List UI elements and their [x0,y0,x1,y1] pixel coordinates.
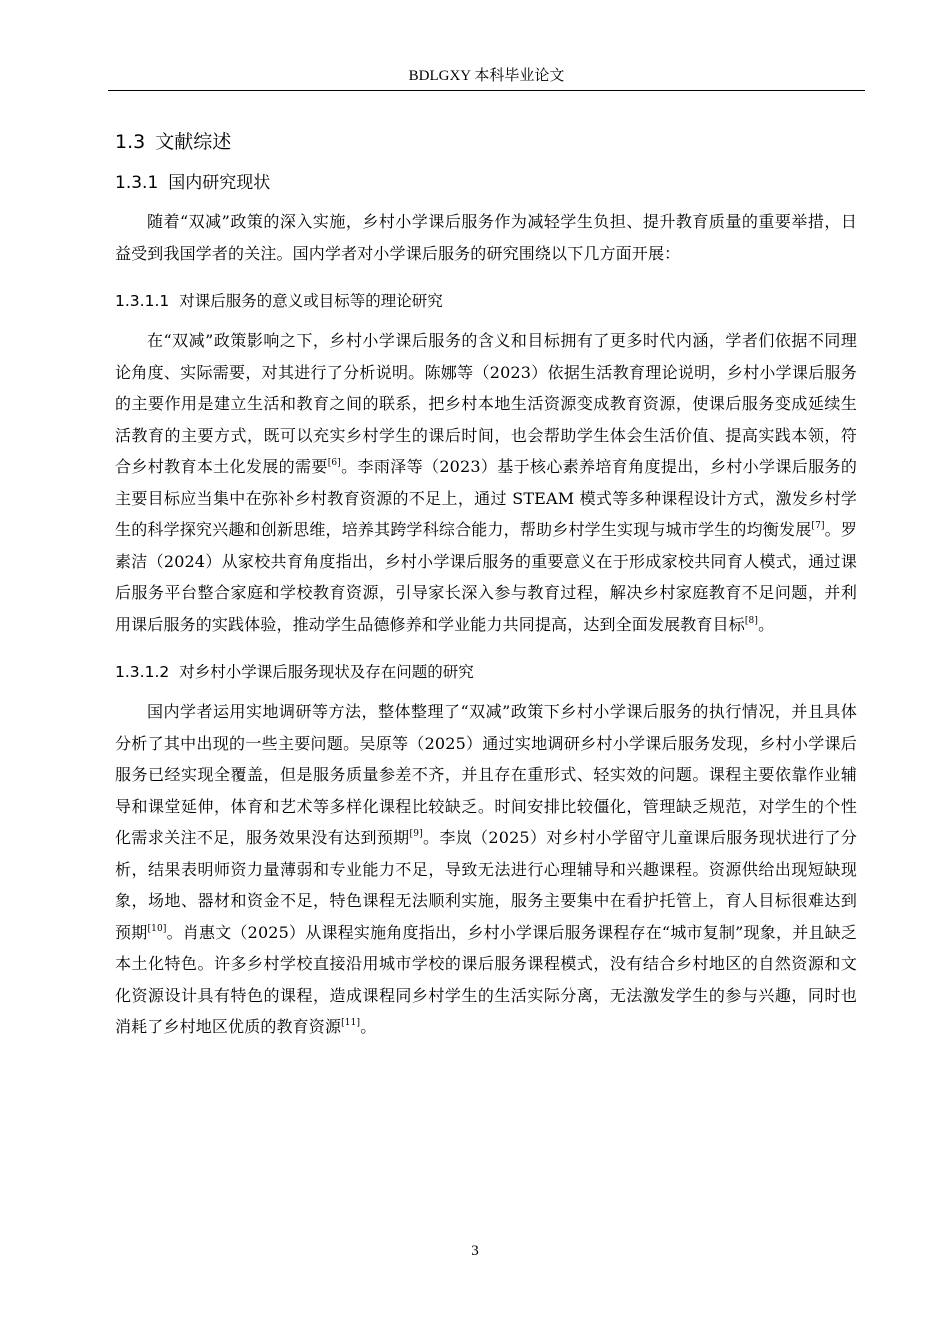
sub1-heading [115,289,857,313]
subsection-number: 1.3.1 [115,173,159,193]
citation-10: [10] [147,923,167,934]
header-rule [108,90,865,91]
sub1-text-2: 。李雨泽等（2023）基于核心素养培育角度提出，乡村小学课后服务的主要目标应当集中在弥补乡村教育资源的不足上，通过 STEAM 模式等多种课程设计方式，激发乡村学生的科学探究兴趣和创新思维，培养其跨学科综合能力，帮助乡村学生实现与城市学生的均衡发展 [115,457,858,539]
sub1-number: 1.3.1.1 [115,292,170,310]
sub2-paragraph [115,696,857,1043]
citation-7: [7] [811,521,825,531]
page-number: 3 [471,1243,479,1259]
subsection-heading [115,170,857,196]
citation-9: [9] [409,829,423,839]
sub1-text-3: 。罗素洁（2024）从家校共育角度指出，乡村小学课后服务的重要意义在于形成家校共同育人模式，通过课后服务平台整合家庭和学校教育资源，引导家长深入参与教育过程，解决乡村家庭教育不足问题，并利用课后服务的实践体验，推动学生品德修养和学业能力共同提高，达到全面发展教育目标 [115,520,857,634]
sub1-paragraph [115,325,857,640]
section-title: 文献综述 [155,131,232,153]
section-number: 1.3 [115,131,146,153]
citation-6: [6] [327,458,341,468]
sub2-heading [115,660,857,684]
page-content [115,128,857,1043]
sub2-text-3: 。肖惠文（2025）从课程实施角度指出，乡村小学课后服务课程存在“城市复制”现象，并且缺乏本土化特色。许多乡村学校直接沿用城市学校的课后服务课程模式，没有结合乡村地区的自然资源和文化资源设计具有特色的课程，造成课程同乡村学生的生活实际分离，无法激发学生的参与兴趣，同时也消耗了乡村地区优质的教育资源 [115,922,857,1036]
sub2-title: 对乡村小学课后服务现状及存在问题的研究 [179,663,474,681]
sub2-text-2: 。李岚（2025）对乡村小学留守儿童课后服务现状进行了分析，结果表明师资力量薄弱和专业能力不足，导致无法进行心理辅导和兴趣课程。资源供给出现短缺现象，场地、器材和资金不足，特色课程无法顺利实施，服务主要集中在看护托管上，育人目标很难达到预期 [115,828,858,942]
sub2-number: 1.3.1.2 [115,663,170,681]
subsection-title: 国内研究现状 [168,173,271,193]
sub1-title: 对课后服务的意义或目标等的理论研究 [179,292,443,310]
section-heading [115,128,857,156]
page-header: BDLGXY 本科毕业论文 [408,68,565,84]
sub2-text-1: 国内学者运用实地调研等方法，整体整理了“双减”政策下乡村小学课后服务的执行情况，并且具体分析了其中出现的一些主要问题。吴原等（2025）通过实地调研乡村小学课后服务发现，乡村小学课后服务已经实现全覆盖，但是服务质量参差不齐，并且存在重形式、轻实效的问题。课程主要依靠作业辅导和课堂延伸，体育和艺术等多样化课程比较缺乏。时间安排比较僵化，管理缺乏规范，对学生的个性化需求关注不足，服务效果没有达到预期 [115,702,857,847]
intro-paragraph: 随着“双减”政策的深入实施，乡村小学课后服务作为减轻学生负担、提升教育质量的重要举措，日益受到我国学者的关注。国内学者对小学课后服务的研究围绕以下几方面开展： [115,212,857,263]
sub1-text-4: 。 [758,614,775,634]
sub1-text-1: 在“双减”政策影响之下，乡村小学课后服务的含义和目标拥有了更多时代内涵，学者们依据不同理论角度、实际需要，对其进行了分析说明。陈娜等（2023）依据生活教育理论说明，乡村小学课后服务的主要作用是建立生活和教育之间的联系，把乡村本地生活资源变成教育资源，使课后服务变成延续生活教育的主要方式，既可以充实乡村学生的课后时间，也会帮助学生体会生活价值、提高实践本领，符合乡村教育本土化发展的需要 [115,331,857,476]
citation-8: [8] [744,615,759,626]
citation-11: [11] [341,1018,361,1028]
sub2-text-4: 。 [360,1017,377,1036]
